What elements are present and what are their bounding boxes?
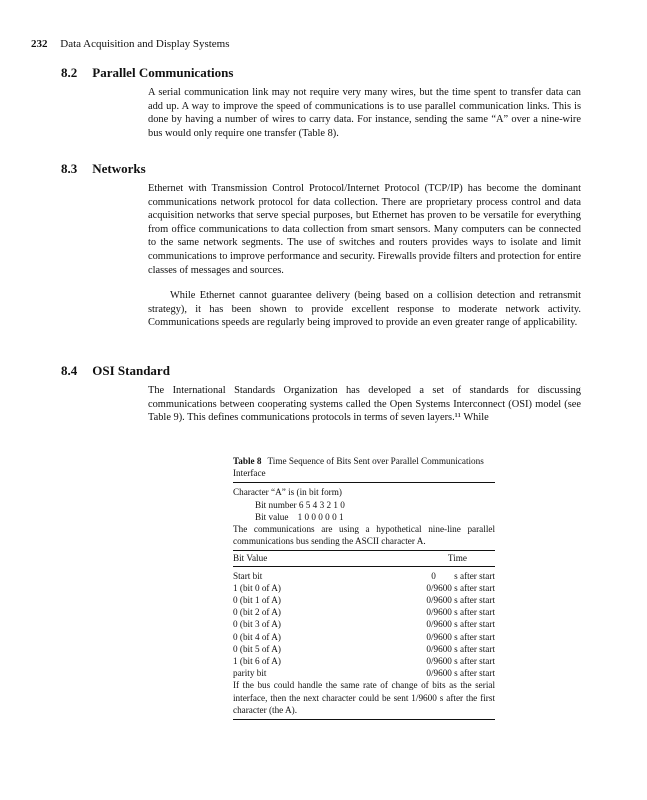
table-label: Table 8 [233,456,262,466]
table-cell-bit: 0 (bit 3 of A) [233,619,281,630]
table-row [233,570,495,582]
table-cell-time: 0/9600 s after start [426,668,495,679]
table-rule-bottom [233,719,495,720]
table-cell-time: 0/9600 s after start [426,595,495,606]
section-number: 8.3 [61,161,78,176]
table-cell-time: 0 s after start [431,570,495,581]
table-caption-text: Time Sequence of Bits Sent over Parallel Communications Interface [233,456,484,479]
table-cell-time: 0/9600 s after start [426,582,495,593]
table-cell-time: 0/9600 s after start [426,619,495,630]
table-intro-bit-number: Bit number 6 5 4 3 2 1 0 [255,499,345,510]
table-cell-bit: Start bit [233,570,263,581]
running-head [31,38,230,50]
table-header-row [233,551,495,565]
table-header-bit-value: Bit Value [233,553,268,564]
section-title: Parallel Communications [92,65,234,80]
table-footnote: If the bus could handle the same rate of change of bits as the serial interface, then the next character could be sent 1/9600 s after the first character (the A). [233,680,495,715]
paragraph: While Ethernet cannot guarantee delivery (being based on a collision detection and retransmit strategy), it has been shown to provide excellent response to moderate network activity. Communications speeds are regularly being improved to provide an even greater range of applicability. [148,290,581,329]
table-header-time: Time [447,553,467,564]
section-number: 8.2 [61,65,78,80]
paragraph: A serial communication link may not require very many wires, but the time spent to transfer data can add up. A way to improve the speed of communications is to use parallel communication links. This is done by having a number of wires to carry data. For instance, sending the same “A” over a nine-wire bus would only require one transfer (Table 8). [148,87,581,139]
running-title: Data Acquisition and Display Systems [60,38,230,50]
section-heading-8-2 [61,65,233,81]
table-8 [233,455,495,720]
table-row [233,606,495,618]
section-heading-8-3 [61,161,146,177]
table-cell-time: 0/9600 s after start [426,607,495,618]
page-number: 232 [31,38,48,50]
table-intro-bit-value: Bit value 1 0 0 0 0 0 1 [255,511,344,522]
paragraph: The International Standards Organization has developed a set of standards for discussing communications between cooperating systems called the Open Systems Interconnect (OSI) model (see Table 9). This defines communications protocols in terms of seven layers.¹¹ While [148,385,581,424]
table-cell-bit: 1 (bit 0 of A) [233,582,281,593]
table-cell-bit: 0 (bit 1 of A) [233,595,281,606]
section-title: OSI Standard [92,363,170,378]
table-row [233,631,495,643]
section-heading-8-4 [61,363,170,379]
table-row [233,594,495,606]
table-cell-bit: parity bit [233,668,267,679]
table-cell-bit: 0 (bit 2 of A) [233,607,281,618]
table-cell-time: 0/9600 s after start [426,631,495,642]
table-cell-bit: 0 (bit 4 of A) [233,631,281,642]
table-body [233,567,495,719]
table-row [233,643,495,655]
table-caption [233,455,495,479]
section-title: Networks [92,161,146,176]
table-row [233,618,495,630]
section-number: 8.4 [61,363,78,378]
table-cell-time: 0/9600 s after start [426,643,495,654]
table-cell-bit: 1 (bit 6 of A) [233,656,281,667]
table-intro-description: The communications are using a hypothetical nine-line parallel communications bus sending the ASCII character A. [233,524,495,547]
table-row [233,582,495,594]
table-cell-bit: 0 (bit 5 of A) [233,643,281,654]
table-intro-character: Character “A” is (in bit form) [233,487,342,498]
paragraph: Ethernet with Transmission Control Protocol/Internet Protocol (TCP/IP) has become the dominant communications network protocol for data collection. There are proprietary process control and data acquisition networks that serve special purposes, but Ethernet has proven to be versatile for everything from office communications to data collection from smart sensors. Many computers can be connected to the same network segments. The use of switches and routers provides ways to isolate and limit communications to improve performance and security. Firewalls provide filters and protection for entire classes of messages and sources. [148,183,581,276]
table-row [233,667,495,679]
table-cell-time: 0/9600 s after start [426,656,495,667]
table-row [233,655,495,667]
